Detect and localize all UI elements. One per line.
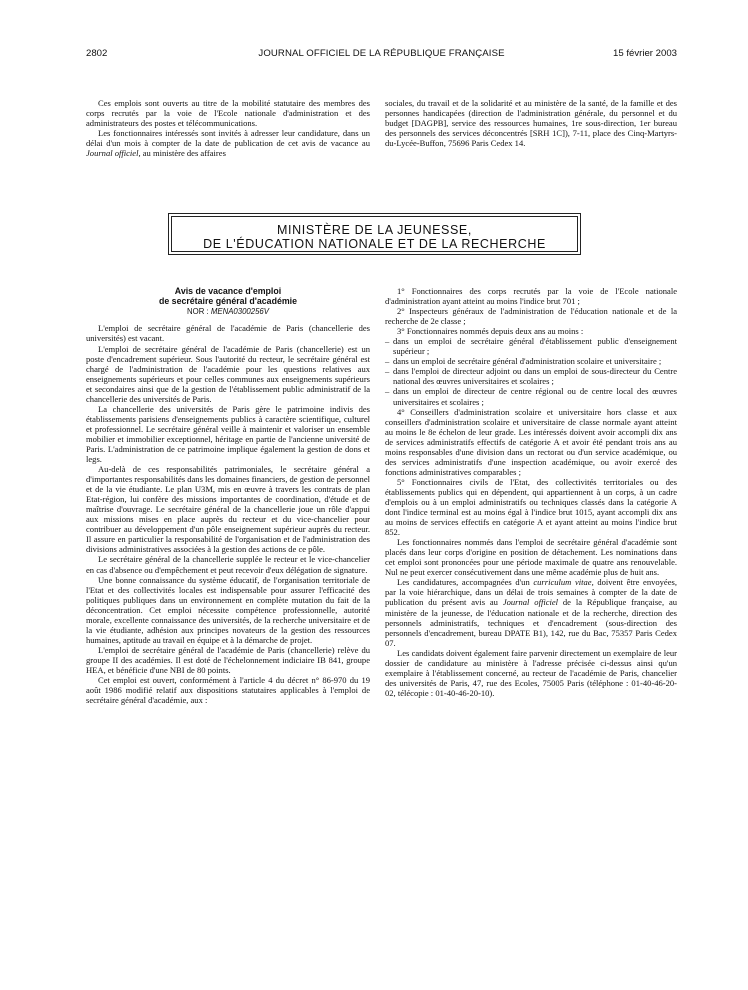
paragraph: La chancellerie des universités de Paris gère le patrimoine indivis des établissements parisiens d'enseignements publics à caractère scientifique, culturel et professionnel. Le secrétaire général veille à maintenir et valoriser un ensemble mobilier et immobilier exceptionnel, héritage en partie de l'ancienne université de Paris. L'administration de ce patrimoine implique également la gestion de dons et legs. [86,403,370,465]
paragraph: L'emploi de secrétaire général de l'académie de Paris (chancellerie) est un poste d'encadrement supérieur. Sous l'autorité du recteur, le secrétaire général est chargé de l'administration de l'académie pour les questions relatives aux enseignements supérieurs et pour celles communes aux enseignements supérieurs et secondaires ainsi que de la gestion de l'établissement public administratif de la chancellerie des universités de Paris. [86,343,370,404]
paragraph: 4° Conseillers d'administration scolaire et universitaire hors classe et aux conseillers d'administration scolaire et universitaire de classe normale ayant atteint au moins le 8e échelon de leur grade. Les intéressés doivent avoir accompli dix ans de services administratifs effectifs de catégorie A et avoir été pendant trois ans au moins responsables d'une division dans un rectorat ou d'un service académique, ou des services administratifs d'une inspection académique, ou avoir exercé des fonctions administratives comparables ; [385,406,677,477]
ministry-heading-line2: DE L'ÉDUCATION NATIONALE ET DE LA RECHERCHE [203,237,546,251]
paragraph: L'emploi de secrétaire général de l'académie de Paris (chancellerie) relève du groupe II des académies. Il est doté de l'échelonnement indiciaire IB 841, groupe HEA, et bénéficie d'une NBI de 80 points. [86,644,370,675]
top-right-column [385,98,677,148]
notice-title-line1: Avis de vacance d'emploi [174,286,282,296]
paragraph: Une bonne connaissance du système éducatif, de l'organisation territoriale de l'Etat et des collectivités locales est indispensable pour assurer l'efficacité des politiques publiques dans un environnement en complète mutation du fait de la déconcentration. Cet emploi nécessite compétence professionnelle, autorité morale, excellente connaissance des universités, de la recherche universitaire et de la vie étudiante, adhésion aux principes novateurs de la gestion des ressources humaines, aptitude au travail en équipe et à la démarche de projet. [86,574,370,645]
paragraph: 3° Fonctionnaires nommés depuis deux ans au moins : [397,326,584,337]
paragraph: Les candidats doivent également faire parvenir directement un exemplaire de leur dossier de candidature au ministère à l'adresse précisée ci-dessus ainsi qu'un exemplaire à l'établissement concerné, au recteur de l'académie de Paris, chancelier des universités de Paris, 47, rue des Ecoles, 75005 Paris (téléphone : 01-40-46-20-02, télécopie : 01-40-46-20-10). [385,647,677,698]
paragraph: L'emploi de secrétaire général de l'académie de Paris (chancellerie des universités) est vacant. [86,323,370,344]
list-item: – dans un emploi de directeur de centre régional ou de centre local des œuvres universitaires et scolaires ; [385,386,677,406]
journal-title: JOURNAL OFFICIEL DE LA RÉPUBLIQUE FRANÇAISE [258,48,505,59]
publication-date: 15 février 2003 [613,48,677,59]
list-item: – dans un emploi de secrétaire général d'administration scolaire et universitaire ; [385,356,677,366]
left-main-column [86,286,370,705]
paragraph: Cet emploi est ouvert, conformément à l'article 4 du décret n° 86-970 du 19 août 1986 modifié relatif aux dispositions statutaires applicables à l'emploi de secrétaire général d'académie, aux : [86,675,370,706]
paragraph: Au-delà de ces responsabilités patrimoniales, le secrétaire général a d'importantes responsabilités dans les domaines financiers, de gestion de personnel et de la vie étudiante. Le plan U3M, mis en œuvre à travers les contrats de plan Etat-région, lui confère des missions importantes de coordination, d'étude et de maîtrise d'ouvrage. Le secrétaire général de la chancellerie joue un rôle d'appui aux missions mises en place auprès du recteur et du vice-chancelier pour contribuer au développement d'un pôle enseignement supérieur auprès du recteur. Il assure en particulier la responsabilité de l'organisation et de l'administration des divisions administratives associées à la gestion des actions de ce pôle. [86,464,370,555]
paragraph: Ces emplois sont ouverts au titre de la mobilité statutaire des membres des corps recrutés par la voie de l'Ecole nationale d'administration et des administrateurs des postes et télécommunications. [86,98,370,129]
list-item: – dans un emploi de secrétaire général d'établissement public d'enseignement supérieur ; [385,336,677,356]
page-header [86,48,677,64]
paragraph: Les candidatures, accompagnées d'un curriculum vitae, doivent être envoyées, par la voie hiérarchique, dans un délai de trois semaines à compter de la date de publication du présent avis au Journal officiel de la République française, au ministère de la jeunesse, de l'éducation nationale et de la recherche, direction des personnels administratifs, techniques et d'encadrement (sous-direction des personnels d'encadrement, bureau DPATE B1), 142, rue du Bac, 75357 Paris Cedex 07. [385,577,678,648]
top-left-column [86,98,370,158]
paragraph: 5° Fonctionnaires civils de l'Etat, des collectivités territoriales ou des établissements publics qui en dépendent, qui appartiennent à un corps, à un cadre d'emplois ou à un emploi administratifs ou techniques classés dans la catégorie A dont l'indice terminal est au moins égal à l'indice brut 1015, ayant accompli dix ans au moins de services effectifs en catégorie A et ayant atteint au moins l'indice brut 852. [385,476,677,538]
paragraph: Les fonctionnaires nommés dans l'emploi de secrétaire général d'académie sont placés dans leur corps d'origine en position de détachement. Les nominations dans cet emploi sont prononcées pour une période maximale de quatre ans renouvelable. Nul ne peut exercer consécutivement dans une même académie plus de huit ans. [385,537,677,578]
ministry-heading-box [168,213,581,255]
list-item: – dans l'emploi de directeur adjoint ou dans un emploi de sous-directeur du Centre national des œuvres universitaires et scolaires ; [385,366,677,386]
paragraph: 2° Inspecteurs généraux de l'administration de l'éducation nationale et de la recherche de 2e classe ; [385,306,677,327]
notice-title-line2: de secrétaire général d'académie [158,296,298,307]
nor-reference: NOR : MENA0300256V [187,307,269,317]
ministry-heading-line1: MINISTÈRE DE LA JEUNESSE, [277,223,472,237]
paragraph: Les fonctionnaires intéressés sont invités à adresser leur candidature, dans un délai d'un mois à compter de la date de publication de cet avis de vacance au Journal officiel, au ministère des affaires [86,128,370,159]
paragraph: sociales, du travail et de la solidarité et au ministère de la santé, de la famille et des personnes handicapées (direction de l'administration générale, du personnel et du budget [DAGPB], service des ressources humaines, 1re sous-direction, 1er bureau des personnels des services déconcentrés [SRH 1C]), 7-11, place des Cinq-Martyrs-du-Lycée-Buffon, 75696 Paris Cedex 14. [385,98,677,149]
page-number: 2802 [86,48,108,59]
right-main-column [385,286,677,698]
paragraph: Le secrétaire général de la chancellerie supplée le recteur et le vice-chancelier en cas d'absence ou d'empêchement et peut recevoir d'eux délégation de signature. [86,554,370,575]
paragraph: 1° Fonctionnaires des corps recrutés par la voie de l'Ecole nationale d'administration ayant atteint au moins l'indice brut 701 ; [385,286,677,307]
